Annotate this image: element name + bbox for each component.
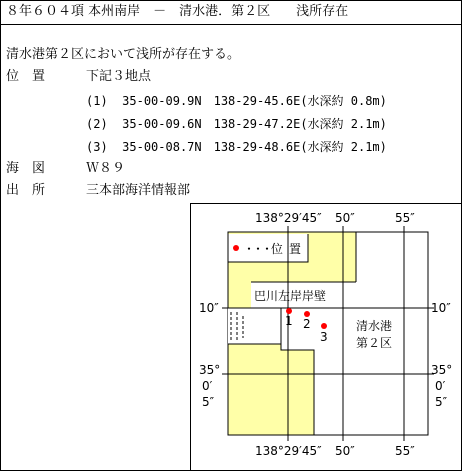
top-label-50: 50″ — [335, 211, 355, 225]
chart-label: 海 図 — [6, 161, 46, 176]
title-divider — [0, 24, 461, 25]
legend-label: ・・・ 位 置 — [243, 242, 301, 256]
position-label: 位 置 — [6, 69, 46, 84]
right-label-0: 0′ — [435, 379, 446, 393]
right-label-5: 5″ — [435, 395, 448, 409]
source-label: 出 所 — [6, 183, 46, 198]
land-area-bottom — [228, 344, 314, 435]
location-map — [190, 203, 462, 471]
top-label-45: 138°29′45″ — [255, 211, 322, 225]
notice-title: ８年６０４項 本州南岸 － 清水港．第２区 浅所存在 — [6, 4, 349, 19]
right-label-35: 35° — [431, 363, 453, 377]
shoal-point-1-label: 1 — [285, 314, 293, 328]
point-3-coords: 35-00-08.7N 138-29-48.6E — [122, 140, 301, 154]
chart-value: Ｗ８９ — [86, 161, 126, 176]
land-area-left — [228, 282, 251, 309]
point-2-depth: (水深約 2.1m) — [300, 117, 387, 131]
legend-dot-icon — [233, 245, 239, 251]
bottom-label-45: 138°29′45″ — [255, 444, 322, 458]
point-3 — [86, 138, 387, 156]
point-2-coords: 35-00-09.6N 138-29-47.2E — [122, 117, 301, 131]
shoal-point-2-label: 2 — [303, 317, 311, 331]
map-svg — [191, 204, 461, 470]
notice-description: 清水港第２区において浅所が存在する。 — [6, 47, 241, 62]
point-2-index: (2) — [86, 117, 108, 131]
harbor-label-line1: 清水港 — [356, 319, 393, 333]
source-value: 三本部海洋情報部 — [86, 183, 191, 198]
point-1-coords: 35-00-09.9N 138-29-45.6E — [122, 94, 301, 108]
left-label-5: 5″ — [202, 395, 215, 409]
top-label-55: 55″ — [395, 211, 415, 225]
bottom-label-50: 50″ — [335, 444, 355, 458]
quay-outline — [228, 308, 281, 344]
left-label-10: 10″ — [199, 301, 219, 315]
quay-label: 巴川左岸岸壁 — [254, 289, 327, 303]
shoal-point-3-label: 3 — [320, 330, 328, 344]
point-3-index: (3) — [86, 140, 108, 154]
point-1-index: (1) — [86, 94, 108, 108]
harbor-label-line2: 第２区 — [356, 336, 393, 350]
right-label-10: 10″ — [431, 301, 451, 315]
left-label-35: 35° — [199, 363, 221, 377]
bottom-label-55: 55″ — [395, 444, 415, 458]
point-1-depth: (水深約 0.8m) — [300, 94, 387, 108]
left-label-0: 0′ — [202, 379, 213, 393]
point-1 — [86, 92, 387, 110]
point-2 — [86, 115, 387, 133]
point-3-depth: (水深約 2.1m) — [300, 140, 387, 154]
position-intro: 下記３地点 — [86, 69, 152, 84]
shoal-point-3 — [321, 323, 327, 329]
